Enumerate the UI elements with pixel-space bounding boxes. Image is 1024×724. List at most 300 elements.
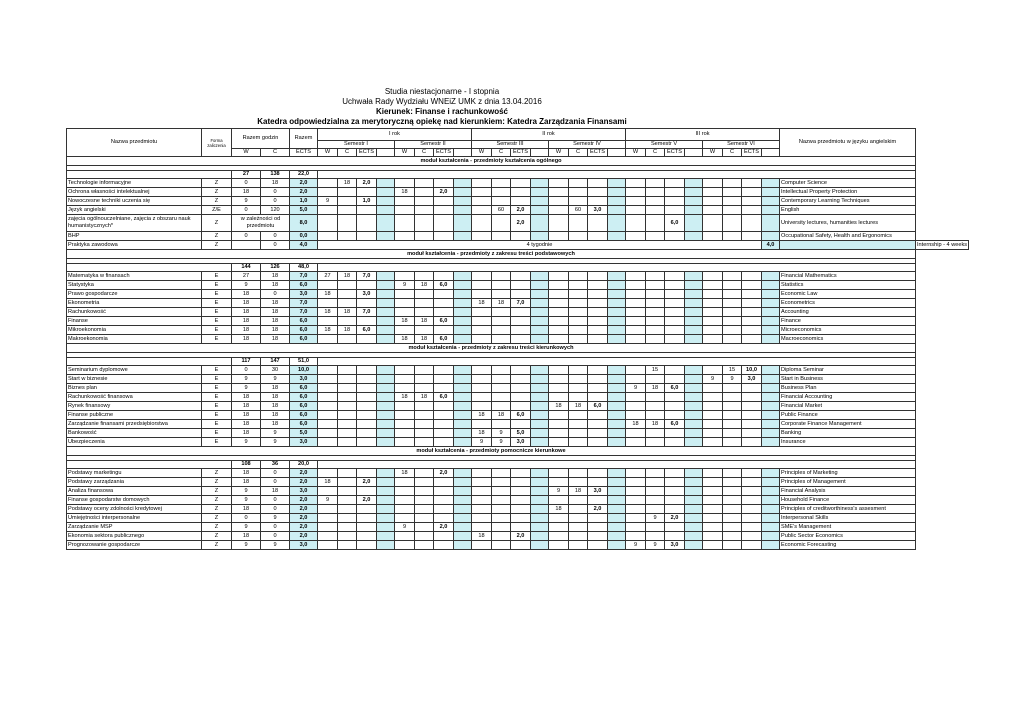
semester-3-w xyxy=(472,393,492,402)
semester-6-spacer xyxy=(762,308,780,317)
semester-6-w xyxy=(703,299,723,308)
semester-5-c xyxy=(646,411,665,420)
semester-2-ects xyxy=(434,411,454,420)
semester-5-w xyxy=(626,206,646,215)
semester-3-ects xyxy=(511,393,531,402)
semester-3-spacer xyxy=(531,366,549,375)
semester-2-c xyxy=(415,188,434,197)
semester-6-ects xyxy=(742,478,762,487)
hours-c: 18 xyxy=(261,393,290,402)
semester-4-ects xyxy=(588,272,608,281)
semester-4-ects xyxy=(588,469,608,478)
semester-1-c xyxy=(338,487,357,496)
semester-1-ects xyxy=(357,232,377,241)
semester-6-spacer xyxy=(762,375,780,384)
semester-1-ects xyxy=(357,523,377,532)
total-ects: 6,0 xyxy=(290,384,318,393)
semester-3-spacer xyxy=(531,299,549,308)
hours-c: 120 xyxy=(261,206,290,215)
semester-6-ects xyxy=(742,197,762,206)
semester-2-ects: 6,0 xyxy=(434,393,454,402)
semester-2-ects xyxy=(434,290,454,299)
semester-3-w: 9 xyxy=(472,438,492,447)
semester-3-spacer xyxy=(531,505,549,514)
english-name: Business Plan xyxy=(780,384,916,393)
semester-3-w xyxy=(472,197,492,206)
semester-6-w xyxy=(703,496,723,505)
semester-6-c xyxy=(723,197,742,206)
semester-3-ects xyxy=(511,335,531,344)
semester-4-spacer xyxy=(608,532,626,541)
semester-4-ects xyxy=(588,514,608,523)
semester-5-ects xyxy=(665,438,685,447)
semester-1-ects xyxy=(357,532,377,541)
semester-3-ects xyxy=(511,290,531,299)
semester-5-c xyxy=(646,299,665,308)
semester-4-spacer xyxy=(608,523,626,532)
semester-4-spacer xyxy=(608,393,626,402)
semester-5-c xyxy=(646,438,665,447)
col-header-sem-w: W xyxy=(626,149,646,157)
semester-2-c xyxy=(415,272,434,281)
semester-1-ects xyxy=(357,402,377,411)
col-header-sem-ects: ECTS xyxy=(665,149,685,157)
semester-1-w xyxy=(318,420,338,429)
semester-1-w xyxy=(318,514,338,523)
semester-6-c xyxy=(723,514,742,523)
semester-6-ects xyxy=(742,532,762,541)
english-name: Start in Business xyxy=(780,375,916,384)
semester-3-c xyxy=(492,290,511,299)
semester-5-ects xyxy=(665,308,685,317)
semester-1-spacer xyxy=(377,438,395,447)
subject-name: Rachunkowość xyxy=(67,308,202,317)
semester-6-w xyxy=(703,402,723,411)
semester-3-spacer xyxy=(531,326,549,335)
semester-2-spacer xyxy=(454,402,472,411)
semester-1-c xyxy=(338,299,357,308)
assessment-form: Z xyxy=(202,541,232,550)
semester-4-c xyxy=(569,514,588,523)
semester-6-w xyxy=(703,523,723,532)
hours-w: 18 xyxy=(232,317,261,326)
semester-1-c xyxy=(338,290,357,299)
subject-row xyxy=(67,366,969,375)
subject-row xyxy=(67,438,969,447)
semester-5-ects xyxy=(665,375,685,384)
semester-6-spacer xyxy=(762,402,780,411)
semester-5-spacer xyxy=(685,523,703,532)
semester-3-w xyxy=(472,215,492,232)
semester-3-spacer xyxy=(531,438,549,447)
semester-5-c xyxy=(646,487,665,496)
semester-2-c: 18 xyxy=(415,281,434,290)
col-header-sem-w: W xyxy=(549,149,569,157)
subject-row xyxy=(67,523,969,532)
semester-1-c xyxy=(338,393,357,402)
semester-6-ects xyxy=(742,487,762,496)
semester-2-spacer xyxy=(454,366,472,375)
english-name: Econometrics xyxy=(780,299,916,308)
subject-row xyxy=(67,505,969,514)
hours-c: 0 xyxy=(261,505,290,514)
semester-1-ects xyxy=(357,411,377,420)
semester-1-spacer xyxy=(377,429,395,438)
semester-1-spacer xyxy=(377,375,395,384)
semester-2-spacer xyxy=(454,290,472,299)
hours-w: 18 xyxy=(232,469,261,478)
assessment-form: E xyxy=(202,308,232,317)
semester-3-c xyxy=(492,326,511,335)
col-header-semester-4: Semestr IV xyxy=(549,141,626,149)
semester-3-w xyxy=(472,384,492,393)
semester-2-spacer xyxy=(454,197,472,206)
subject-name: Makroekonomia xyxy=(67,335,202,344)
semester-5-ects xyxy=(665,366,685,375)
semester-1-w xyxy=(318,215,338,232)
subject-name: Biznes plan xyxy=(67,384,202,393)
semester-3-w xyxy=(472,179,492,188)
semester-2-spacer xyxy=(454,215,472,232)
semester-2-spacer xyxy=(454,232,472,241)
semester-2-c xyxy=(415,232,434,241)
semester-3-c: 9 xyxy=(492,438,511,447)
semester-1-c xyxy=(338,232,357,241)
semester-5-w: 9 xyxy=(626,384,646,393)
spacer-cell xyxy=(780,241,916,250)
semester-5-ects xyxy=(665,429,685,438)
semester-1-w xyxy=(318,532,338,541)
module-total-c: 147 xyxy=(261,358,290,366)
semester-5-c xyxy=(646,393,665,402)
semester-2-ects xyxy=(434,532,454,541)
semester-2-ects xyxy=(434,514,454,523)
semester-2-c xyxy=(415,206,434,215)
semester-1-w xyxy=(318,505,338,514)
semester-4-spacer xyxy=(608,326,626,335)
semester-4-w xyxy=(549,420,569,429)
semester-6-ects xyxy=(742,505,762,514)
semester-5-c xyxy=(646,215,665,232)
semester-2-c xyxy=(415,384,434,393)
semester-5-ects: 6,0 xyxy=(665,215,685,232)
semester-5-spacer xyxy=(685,326,703,335)
semester-1-c xyxy=(338,505,357,514)
semester-4-ects xyxy=(588,478,608,487)
hours-w: 18 xyxy=(232,335,261,344)
semester-3-ects xyxy=(511,179,531,188)
semester-2-w xyxy=(395,411,415,420)
semester-5-c xyxy=(646,532,665,541)
total-ects: 6,0 xyxy=(290,420,318,429)
english-name: Computer Science xyxy=(780,179,916,188)
semester-5-spacer xyxy=(685,429,703,438)
col-header-sem-c: Ć xyxy=(492,149,511,157)
semester-5-spacer xyxy=(685,206,703,215)
english-name: Internship - 4 weeks xyxy=(917,241,968,248)
semester-2-c xyxy=(415,514,434,523)
module-total-ects: 51,0 xyxy=(290,358,318,366)
hours-w: 9 xyxy=(232,197,261,206)
english-name: Accounting xyxy=(780,308,916,317)
semester-6-ects xyxy=(742,281,762,290)
semester-5-c xyxy=(646,317,665,326)
semester-2-c xyxy=(415,411,434,420)
subject-name: Rachunkowość finansowa xyxy=(67,393,202,402)
hours-w: 9 xyxy=(232,541,261,550)
semester-1-spacer xyxy=(377,487,395,496)
semester-1-c xyxy=(338,411,357,420)
subject-name: Prawo gospodarcze xyxy=(67,290,202,299)
module-header-row xyxy=(67,447,969,456)
col-header-sem-w: W xyxy=(472,149,492,157)
hours-w: 18 xyxy=(232,420,261,429)
semester-4-w xyxy=(549,326,569,335)
semester-2-ects xyxy=(434,232,454,241)
semester-6-c xyxy=(723,308,742,317)
hours-c: 0 xyxy=(261,241,290,250)
semester-5-ects xyxy=(665,393,685,402)
semester-6-w xyxy=(703,215,723,232)
subject-name: Mikroekonomia xyxy=(67,326,202,335)
semester-5-ects xyxy=(665,523,685,532)
semester-2-ects xyxy=(434,272,454,281)
semester-5-w xyxy=(626,505,646,514)
hours-c: 18 xyxy=(261,308,290,317)
semester-6-spacer xyxy=(762,523,780,532)
hours-w: 9 xyxy=(232,496,261,505)
subject-name: Finanse xyxy=(67,317,202,326)
semester-6-w xyxy=(703,478,723,487)
total-ects: 4,0 xyxy=(290,241,318,250)
semester-5-c xyxy=(646,272,665,281)
semester-4-c xyxy=(569,411,588,420)
semester-4-c xyxy=(569,281,588,290)
semester-6-w xyxy=(703,420,723,429)
semester-5-spacer xyxy=(685,532,703,541)
hours-c: 18 xyxy=(261,411,290,420)
semester-3-c xyxy=(492,384,511,393)
subject-name: Zarządzanie MSP xyxy=(67,523,202,532)
semester-6-c xyxy=(723,384,742,393)
semester-4-spacer xyxy=(608,281,626,290)
semester-3-ects: 3,0 xyxy=(511,438,531,447)
semester-4-c xyxy=(569,393,588,402)
semester-1-c xyxy=(338,438,357,447)
semester-2-w xyxy=(395,514,415,523)
semester-4-w xyxy=(549,232,569,241)
semester-2-spacer xyxy=(454,429,472,438)
english-name: Diploma Seminar xyxy=(780,366,916,375)
semester-2-ects: 6,0 xyxy=(434,317,454,326)
semester-1-ects xyxy=(357,420,377,429)
semester-4-c xyxy=(569,317,588,326)
semester-4-c xyxy=(569,308,588,317)
semester-6-c xyxy=(723,420,742,429)
hours-w: 18 xyxy=(232,411,261,420)
semester-4-spacer xyxy=(608,290,626,299)
internship-ects: 4,0 xyxy=(762,241,780,250)
semester-5-w xyxy=(626,487,646,496)
subject-row xyxy=(67,514,969,523)
semester-3-spacer xyxy=(531,317,549,326)
semester-4-c xyxy=(569,188,588,197)
semester-3-spacer xyxy=(531,290,549,299)
semester-5-ects xyxy=(665,532,685,541)
semester-4-c xyxy=(569,326,588,335)
subject-row xyxy=(67,241,969,250)
semester-4-spacer xyxy=(608,420,626,429)
semester-2-spacer xyxy=(454,326,472,335)
semester-2-c xyxy=(415,505,434,514)
semester-3-w xyxy=(472,335,492,344)
hours-w: 18 xyxy=(232,308,261,317)
semester-4-ects xyxy=(588,393,608,402)
semester-2-spacer xyxy=(454,469,472,478)
assessment-form: E xyxy=(202,375,232,384)
semester-3-c xyxy=(492,272,511,281)
semester-4-w xyxy=(549,317,569,326)
semester-6-ects xyxy=(742,429,762,438)
header-study-mode: Studia niestacjonarne - I stopnia xyxy=(384,87,500,96)
semester-3-c xyxy=(492,179,511,188)
english-name: University lectures, humanities lectures xyxy=(780,215,916,232)
semester-3-w xyxy=(472,375,492,384)
semester-4-ects: 3,0 xyxy=(588,206,608,215)
semester-2-spacer xyxy=(454,393,472,402)
semester-3-ects: 2,0 xyxy=(511,532,531,541)
semester-6-ects xyxy=(742,420,762,429)
total-ects: 5,0 xyxy=(290,429,318,438)
english-name: Macroeconomics xyxy=(780,335,916,344)
header-department: Katedra odpowiedzialna za merytoryczną opiekę nad kierunkiem: Katedra Zarządzania Finansami xyxy=(257,117,627,126)
semester-3-c xyxy=(492,393,511,402)
semester-5-ects xyxy=(665,487,685,496)
semester-5-w xyxy=(626,179,646,188)
semester-3-c xyxy=(492,487,511,496)
semester-6-ects xyxy=(742,335,762,344)
semester-5-ects: 6,0 xyxy=(665,384,685,393)
semester-5-spacer xyxy=(685,505,703,514)
semester-4-ects xyxy=(588,335,608,344)
semester-2-w: 18 xyxy=(395,393,415,402)
totals-spacer xyxy=(318,358,916,366)
semester-6-w xyxy=(703,487,723,496)
semester-3-c xyxy=(492,335,511,344)
semester-2-w xyxy=(395,232,415,241)
semester-4-w xyxy=(549,206,569,215)
col-header-sem-ects: ECTS xyxy=(357,149,377,157)
semester-6-spacer xyxy=(762,487,780,496)
semester-5-w xyxy=(626,402,646,411)
semester-5-spacer xyxy=(685,438,703,447)
semester-3-ects xyxy=(511,514,531,523)
semester-4-ects xyxy=(588,541,608,550)
semester-2-w xyxy=(395,272,415,281)
semester-3-w xyxy=(472,290,492,299)
english-name: Economic Forecasting xyxy=(780,541,916,550)
semester-4-c xyxy=(569,532,588,541)
semester-1-spacer xyxy=(377,384,395,393)
semester-4-w xyxy=(549,469,569,478)
semester-3-spacer xyxy=(531,469,549,478)
hours-w: 9 xyxy=(232,384,261,393)
semester-3-ects xyxy=(511,505,531,514)
semester-5-ects xyxy=(665,290,685,299)
semester-1-c xyxy=(338,514,357,523)
assessment-form: E xyxy=(202,290,232,299)
col-header-semester-1: Semestr I xyxy=(318,141,395,149)
semester-2-c xyxy=(415,469,434,478)
assessment-form: E xyxy=(202,366,232,375)
assessment-form: Z/E xyxy=(202,206,232,215)
semester-5-ects xyxy=(665,299,685,308)
semester-6-w xyxy=(703,429,723,438)
subject-name: Podstawy oceny zdolności kredytowej xyxy=(67,505,202,514)
semester-6-w xyxy=(703,541,723,550)
total-ects: 6,0 xyxy=(290,411,318,420)
semester-4-spacer xyxy=(608,375,626,384)
semester-5-ects xyxy=(665,335,685,344)
subject-row xyxy=(67,206,969,215)
semester-6-w xyxy=(703,411,723,420)
semester-3-spacer xyxy=(531,393,549,402)
semester-3-c: 60 xyxy=(492,206,511,215)
semester-3-c xyxy=(492,420,511,429)
semester-2-c xyxy=(415,487,434,496)
semester-2-w xyxy=(395,290,415,299)
semester-3-spacer xyxy=(531,375,549,384)
semester-1-spacer xyxy=(377,366,395,375)
subject-name: Bankowość xyxy=(67,429,202,438)
semester-4-w xyxy=(549,290,569,299)
semester-4-spacer xyxy=(608,496,626,505)
semester-6-ects xyxy=(742,393,762,402)
semester-2-c xyxy=(415,299,434,308)
semester-3-w xyxy=(472,366,492,375)
english-name: Interpersonal Skills xyxy=(780,514,916,523)
subject-row xyxy=(67,308,969,317)
semester-6-ects xyxy=(742,469,762,478)
semester-5-w xyxy=(626,478,646,487)
total-ects: 8,0 xyxy=(290,215,318,232)
semester-2-c xyxy=(415,197,434,206)
semester-6-spacer xyxy=(762,496,780,505)
hours-w: 18 xyxy=(232,188,261,197)
semester-1-ects: 2,0 xyxy=(357,496,377,505)
semester-2-w xyxy=(395,487,415,496)
semester-5-spacer xyxy=(685,514,703,523)
semester-3-spacer xyxy=(531,206,549,215)
assessment-form: E xyxy=(202,429,232,438)
total-ects: 2,0 xyxy=(290,469,318,478)
semester-6-c xyxy=(723,272,742,281)
semester-4-c xyxy=(569,384,588,393)
semester-5-w xyxy=(626,215,646,232)
semester-5-c xyxy=(646,281,665,290)
hours-w: 9 xyxy=(232,487,261,496)
col-header-sem-w: W xyxy=(703,149,723,157)
col-header-year-2: II rok xyxy=(472,129,626,141)
total-ects: 3,0 xyxy=(290,375,318,384)
semester-5-spacer xyxy=(685,272,703,281)
semester-2-ects xyxy=(434,384,454,393)
semester-6-ects xyxy=(742,206,762,215)
semester-6-spacer xyxy=(762,429,780,438)
semester-3-w: 18 xyxy=(472,532,492,541)
semester-2-w xyxy=(395,375,415,384)
semester-2-ects xyxy=(434,206,454,215)
